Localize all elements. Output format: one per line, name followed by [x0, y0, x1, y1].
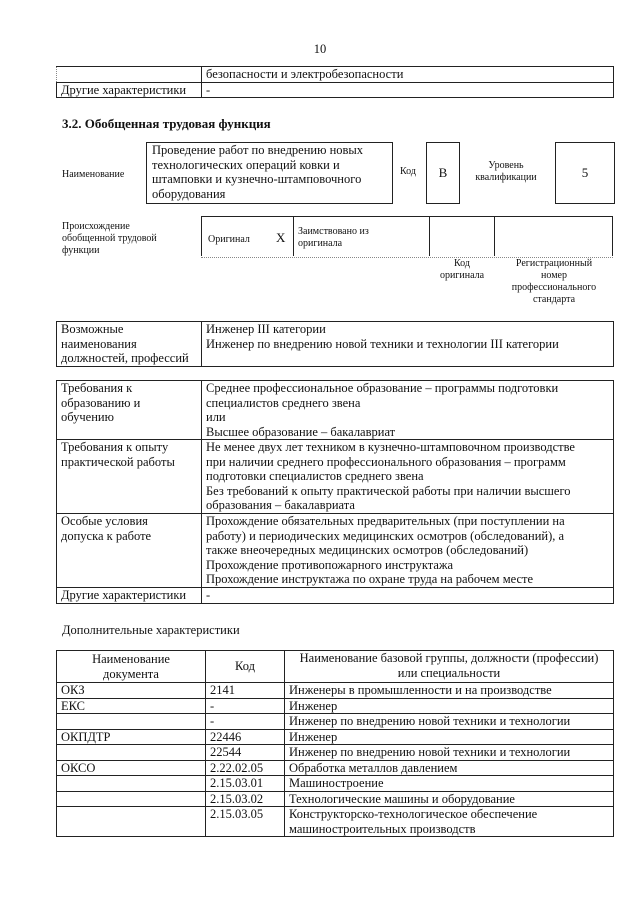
text-line: Инженеры в промышленности и на производстве [289, 683, 552, 697]
reg-number-label [496, 258, 612, 306]
text-line: Прохождение обязательных предварительных (при поступлении на [206, 514, 565, 528]
text-line: оригинала [298, 238, 343, 249]
text-line: Обработка металлов давлением [289, 760, 458, 775]
row-document [57, 776, 206, 792]
table-row [57, 698, 614, 714]
table-row [57, 714, 614, 730]
text-line: квалификации [475, 172, 537, 183]
text-line: Наименование базовой группы, должности (профессии) [299, 651, 599, 665]
table-row [57, 791, 614, 807]
row-document [57, 714, 206, 730]
text-line: или специальности [397, 665, 501, 680]
text-line: наименования [61, 336, 137, 351]
row-name [285, 776, 614, 792]
row-name [285, 745, 614, 761]
row-code: 2.15.03.01 [206, 776, 285, 792]
code-original-label [430, 258, 494, 282]
text-line: Заимствовано из [298, 226, 369, 237]
table-row [57, 776, 614, 792]
text-line: Инженер по внедрению новой техники и технологии [289, 745, 571, 759]
top-row2-label: Другие характеристики [57, 82, 202, 98]
text-line: Другие характеристики [61, 588, 187, 602]
row-document: ЕКС [57, 698, 206, 714]
table-row [57, 729, 614, 745]
row-code: - [206, 714, 285, 730]
header-name [285, 651, 614, 683]
row-document [57, 791, 206, 807]
header-document [57, 651, 206, 683]
row-code: 22544 [206, 745, 285, 761]
page-number: 10 [313, 42, 327, 56]
code-label: Код [400, 166, 416, 177]
row-code: 2141 [206, 683, 285, 699]
row-document: ОКПДТР [57, 729, 206, 745]
code-value: В [426, 142, 460, 204]
row-code: - [206, 698, 285, 714]
row-document [57, 745, 206, 761]
additional-title: Дополнительные характеристики [62, 623, 240, 637]
row-document: ОКСО [57, 760, 206, 776]
text-line: Наименование [92, 652, 170, 666]
text-line: Происхождение [62, 221, 130, 232]
row-code: 2.15.03.02 [206, 791, 285, 807]
text-line: работу) и периодических медицинских осмотров (обследований), а [206, 528, 565, 543]
text-line: штамповки и кузнечно-штамповочного [152, 172, 362, 186]
text-line: Технологические машины и оборудование [289, 791, 515, 806]
req-experience-value [202, 440, 614, 514]
req-education-value [202, 381, 614, 440]
origin-row [201, 216, 613, 258]
text-line: машиностроительных производств [289, 821, 476, 836]
top-row1-value: безопасности и электробезопасности [202, 67, 614, 83]
text-line: Уровень [488, 160, 524, 171]
additional-table [56, 650, 614, 837]
text-line: оригинала [439, 270, 485, 281]
text-line: стандарта [532, 294, 576, 305]
req-conditions-value [202, 514, 614, 588]
top-row2-value: - [202, 82, 614, 98]
level-value: 5 [555, 142, 615, 204]
text-line: Инженер [289, 729, 338, 744]
text-line: Среднее профессиональное образование – программы подготовки [206, 381, 559, 395]
text-line: при наличии среднего профессионального образования – программ [206, 454, 566, 469]
additional-rows [57, 683, 614, 837]
row-name [285, 714, 614, 730]
positions-label [57, 322, 202, 367]
text-line: Код [454, 258, 470, 269]
row-code: 2.15.03.05 [206, 807, 285, 837]
table-row [57, 745, 614, 761]
text-line: специалистов среднего звена [206, 395, 361, 410]
text-line: номер [541, 270, 567, 281]
row-document [57, 807, 206, 837]
text-line: Без требований к опыту практической работы при наличии высшего [206, 483, 571, 498]
text-line: Инженер [289, 698, 338, 713]
text-line: Не менее двух лет техником в кузнечно-штамповочном производстве [206, 440, 575, 454]
row-name [285, 760, 614, 776]
text-line: обучению [61, 410, 114, 424]
row-code: 2.22.02.05 [206, 760, 285, 776]
text-line: Требования к опыту [61, 440, 169, 454]
text-line: документа [103, 666, 159, 681]
row-name [285, 807, 614, 837]
req-experience-label [57, 440, 202, 514]
origin-label [62, 221, 157, 257]
text-line: или [206, 410, 226, 424]
positions-value [202, 322, 614, 367]
row-name [285, 729, 614, 745]
text-line: обобщенной трудовой [62, 233, 157, 244]
text-line: технологических операций ковки и [152, 157, 340, 172]
text-line: Возможные [61, 322, 124, 336]
text-line: образованию и [61, 395, 141, 410]
header-code: Код [206, 651, 285, 683]
req-education-label [57, 381, 202, 440]
text-line: должностей, профессий [61, 351, 189, 365]
text-line: Инженер III категории [206, 322, 326, 336]
text-line: Конструкторско-технологическое обеспечение [289, 807, 538, 821]
text-line: Особые условия [61, 514, 148, 528]
text-line: Инженер по внедрению новой техники и технологии [289, 714, 571, 728]
text-line: допуска к работе [61, 528, 152, 543]
original-label: Оригинал [208, 234, 250, 245]
borrowed-label [298, 226, 369, 250]
text-line: Требования к [61, 381, 133, 395]
row-name [285, 683, 614, 699]
row-name [285, 698, 614, 714]
row-name [285, 791, 614, 807]
row-code: 22446 [206, 729, 285, 745]
table-row [57, 760, 614, 776]
level-label [464, 160, 548, 184]
table-row [57, 683, 614, 699]
text-line: Машиностроение [289, 776, 384, 790]
text-line: оборудования [152, 186, 226, 201]
name-label: Наименование [62, 169, 125, 180]
text-line: Высшее образование – бакалавриат [206, 424, 396, 439]
text-line: Инженер по внедрению новой техники и технологии III категории [206, 336, 559, 351]
text-line: подготовки специалистов среднего звена [206, 469, 424, 483]
text-line: - [206, 588, 211, 602]
function-name [152, 143, 363, 201]
text-line: образования – бакалавриата [206, 498, 355, 512]
text-line: Проведение работ по внедрению новых [152, 143, 364, 157]
req-other-value [202, 588, 614, 604]
top-table [56, 66, 614, 98]
text-line: Прохождение инструктажа по охране труда на рабочем месте [206, 572, 534, 586]
text-line: Прохождение противопожарного инструктажа [206, 557, 454, 572]
row-document: ОКЗ [57, 683, 206, 699]
table-row [57, 807, 614, 837]
text-line: практической работы [61, 454, 175, 469]
text-line: Регистрационный [515, 258, 593, 269]
text-line: также внеочередных медицинских осмотров (обследований) [206, 543, 529, 557]
requirements-table [56, 380, 614, 604]
text-line: профессионального [511, 282, 597, 293]
req-other-label [57, 588, 202, 604]
original-mark: X [276, 230, 286, 245]
positions-table [56, 321, 614, 367]
section-title: 3.2. Обобщенная трудовая функция [62, 116, 271, 131]
req-conditions-label [57, 514, 202, 588]
text-line: функции [62, 245, 100, 256]
